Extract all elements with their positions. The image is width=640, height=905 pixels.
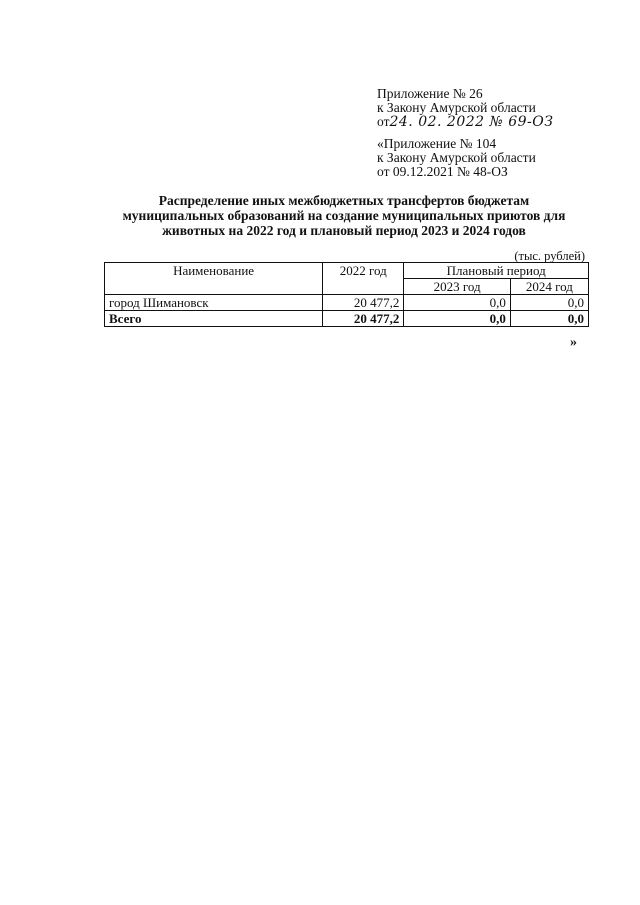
transfers-table (104, 262, 589, 327)
prev-annex-number: «Приложение № 104 (377, 136, 497, 151)
annex-law-ref: к Закону Амурской области (377, 100, 536, 115)
annex-date-line (377, 115, 553, 129)
header-2023: 2023 год (404, 279, 511, 295)
prev-annex-law-ref: к Закону Амурской области (377, 150, 536, 165)
title-line-1: Распределение иных межбюджетных трансфертов бюджетам (158, 193, 530, 208)
table-total-row (105, 311, 589, 327)
annex-number: Приложение № 26 (377, 86, 483, 101)
handwritten-date-number: 24. 02. 2022 № 69-ОЗ (389, 114, 554, 130)
total-2024-value: 0,0 (510, 311, 588, 327)
closing-quote: » (570, 335, 577, 350)
row-2022-value: 20 477,2 (323, 295, 404, 311)
previous-annex-header (377, 137, 536, 179)
document-title (100, 193, 588, 238)
header-planned-period: Плановый период (404, 263, 589, 279)
table-header-row (105, 263, 589, 279)
row-name: город Шимановск (105, 295, 323, 311)
header-name: Наименование (105, 263, 323, 295)
total-label: Всего (105, 311, 323, 327)
title-line-3: животных на 2022 год и плановый период 2023 и 2024 годов (162, 223, 526, 238)
title-line-2: муниципальных образований на создание муниципальных приютов для (122, 208, 566, 223)
prev-annex-date: от 09.12.2021 № 48-ОЗ (377, 164, 508, 179)
total-2023-value: 0,0 (404, 311, 511, 327)
annex-date-prefix: от (377, 114, 390, 129)
units-label: (тыс. рублей) (514, 249, 585, 263)
header-2024: 2024 год (510, 279, 588, 295)
row-2023-value: 0,0 (404, 295, 511, 311)
total-2022-value: 20 477,2 (323, 311, 404, 327)
table-row (105, 295, 589, 311)
header-2022: 2022 год (323, 263, 404, 295)
annex-header (377, 87, 553, 129)
row-2024-value: 0,0 (510, 295, 588, 311)
